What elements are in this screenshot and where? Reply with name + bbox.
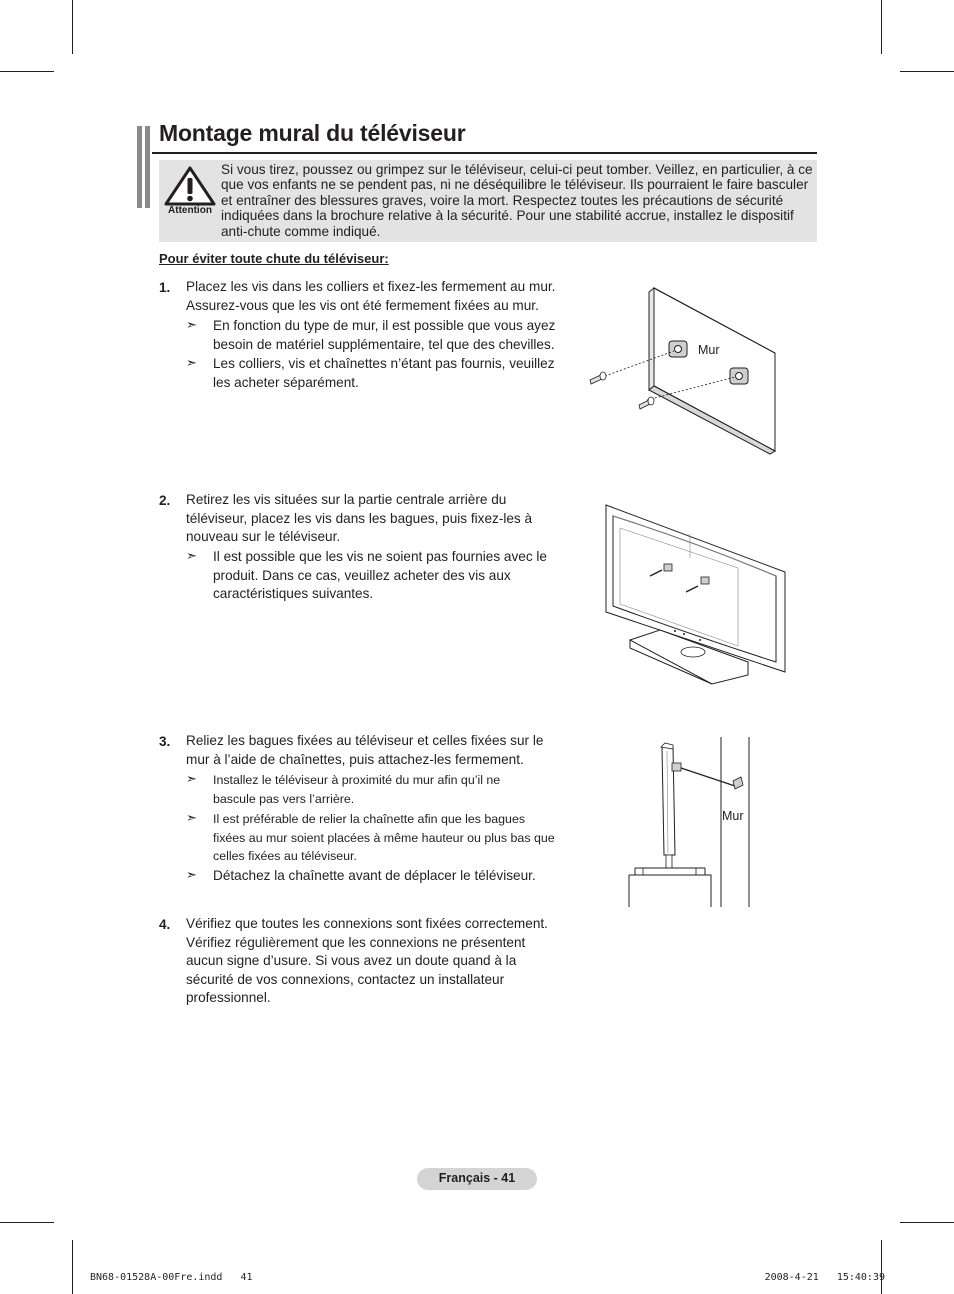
step-number: 4. [159,917,171,932]
crop-mark [900,71,954,72]
step-number: 2. [159,493,171,508]
step-note: Installez le téléviseur à proximité du mur afin qu’il ne bascule pas vers l’arrière. [213,773,501,806]
note-arrow-icon: ➣ [186,771,197,786]
page-number: Français - 41 [438,1171,516,1185]
crop-mark [0,71,54,72]
warning-triangle-icon [164,166,216,206]
note-arrow-icon: ➣ [186,548,197,563]
step-text: Retirez les vis situées sur la partie centrale arrière du téléviseur, placez les vis dans les bagues, puis fixez-les à nouveau sur le téléviseur. [186,492,533,544]
note-arrow-icon: ➣ [186,867,197,882]
title-accent-bar [137,126,142,208]
step-text: Vérifiez que toutes les connexions sont fixées correctement. Vérifiez régulièrement que les connexions ne présentent aucun signe d’usure. Si vous avez un doute quand à la sécurité de vos connexions, contactez un installateur professionnel. [186,916,548,1005]
bracket-icon [730,368,748,384]
crop-mark [881,1240,882,1294]
tv-side-figure [625,735,755,910]
warning-text: Si vous tirez, poussez ou grimpez sur le téléviseur, celui-ci peut tomber. Veillez, en particulier, à ce que vos enfants ne se pendent pas, ni ne déséquilibre le téléviseur. Ils pourraient le faire basculer et entraîner des blessures graves, voire la mort. Respectez toutes les précautions de sécurité indiquées dans la brochure relative à la sécurité. Pour une stabilité accrue, installez le dispositif anti-chute comme indiqué. [221,162,813,239]
screw-icon [590,372,606,384]
slug-filename: BN68-01528A-00Fre.indd 41 [90,1272,253,1283]
note-arrow-icon: ➣ [186,810,197,825]
warning-label: Attention [168,205,212,216]
step-note: Les colliers, vis et chaînettes n’étant pas fournis, veuillez les acheter séparément. [213,356,555,390]
step-number: 3. [159,734,171,749]
tv-back-figure [600,500,790,688]
wall-label: Mur [698,343,720,357]
bracket-icon [733,777,743,789]
crop-mark [72,0,73,54]
note-arrow-icon: ➣ [186,355,197,370]
step-text: Reliez les bagues fixées au téléviseur et celles fixées sur le mur à l’aide de chaînettes, puis attachez-les fermement. [186,733,544,767]
bracket-icon [669,341,687,357]
page-title: Montage mural du téléviseur [159,120,466,146]
crop-mark [900,1222,954,1223]
step-note: En fonction du type de mur, il est possible que vous ayez besoin de matériel supplémentaire, tel que des chevilles. [213,318,556,352]
wall-bracket-figure [585,285,780,455]
title-rule [152,152,817,154]
note-arrow-icon: ➣ [186,317,197,332]
section-subheading: Pour éviter toute chute du téléviseur: [159,251,389,266]
step-note: Il est possible que les vis ne soient pas fournies avec le produit. Dans ce cas, veuillez acheter des vis aux caractéristiques suivantes. [213,549,547,601]
step-note: Il est préférable de relier la chaînette afin que les bagues fixées au mur soient placées à même hauteur ou plus bas que celles fixées au téléviseur. [213,812,555,863]
title-accent-bar [145,126,150,208]
step-number: 1. [159,280,171,295]
wall-label: Mur [722,809,744,823]
slug-timestamp: 2008-4-21 15:40:39 [764,1272,885,1283]
crop-mark [72,1240,73,1294]
screw-icon [639,397,654,409]
crop-mark [881,0,882,54]
crop-mark [0,1222,54,1223]
step-note: Détachez la chaînette avant de déplacer le téléviseur. [213,868,536,883]
step-text: Placez les vis dans les colliers et fixez-les fermement au mur. Assurez-vous que les vis ont été fermement fixées au mur. [186,279,556,313]
